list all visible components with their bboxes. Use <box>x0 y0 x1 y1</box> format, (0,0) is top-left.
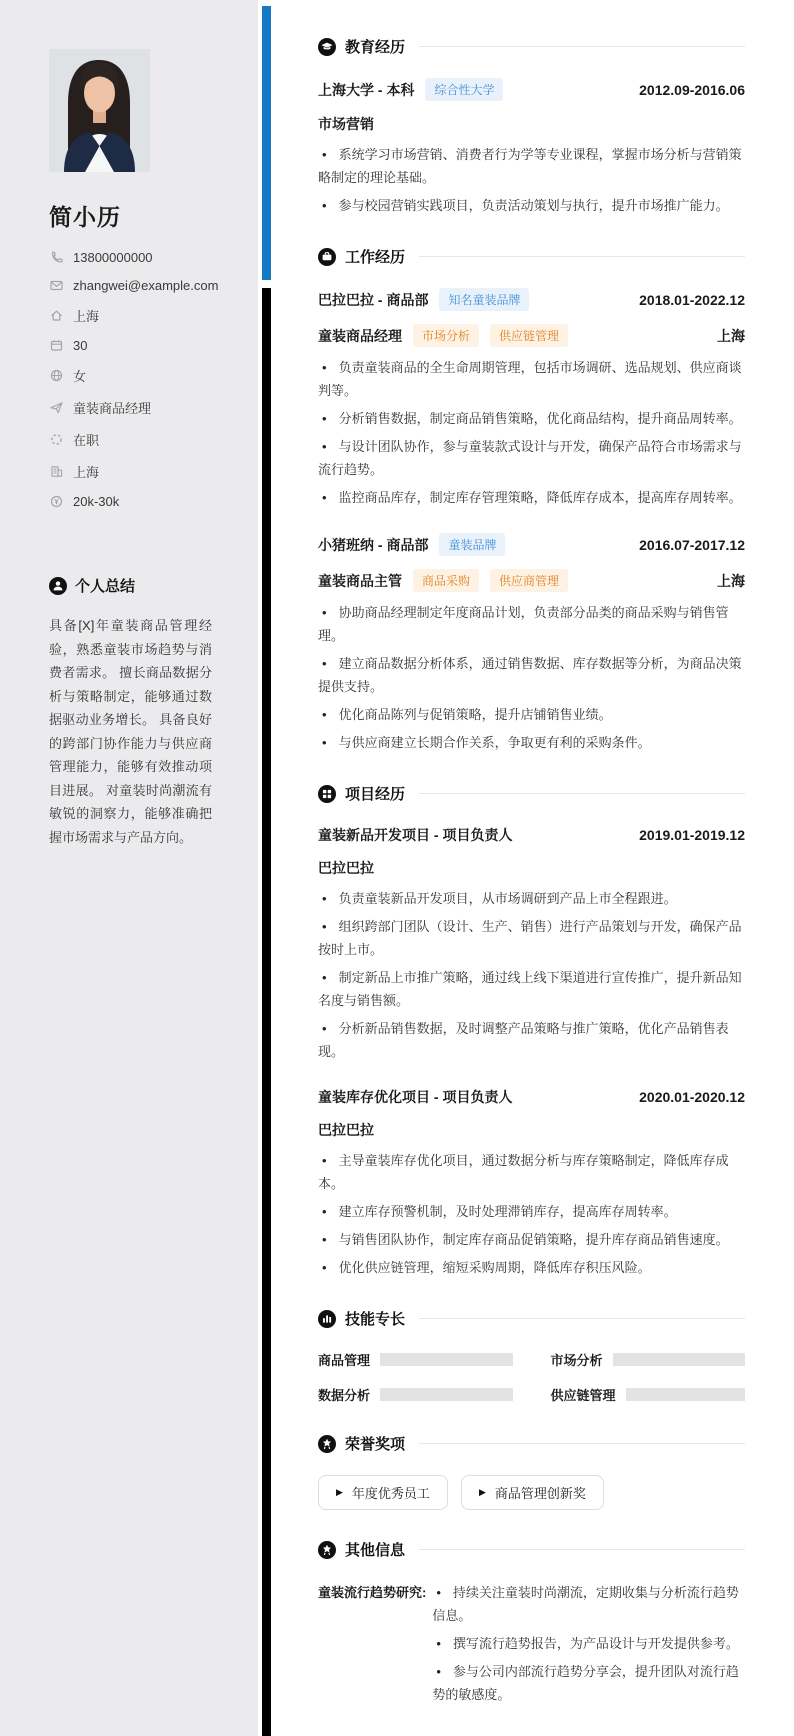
skill-grid <box>318 1350 745 1404</box>
honors-header <box>318 1433 745 1454</box>
header-rule <box>419 1549 745 1550</box>
project-entry-2 <box>318 1087 745 1279</box>
briefcase-icon <box>318 248 336 266</box>
company-tag: 知名童装品牌 <box>439 288 529 311</box>
bullet-dot: • <box>436 1636 441 1651</box>
header-rule <box>419 256 745 257</box>
bullet-dot: • <box>322 1204 327 1219</box>
skills-header <box>318 1308 745 1329</box>
status-value: 在职 <box>73 433 100 448</box>
education-entry <box>318 78 745 217</box>
work-date: 2016.07-2017.12 <box>639 536 745 553</box>
home-icon <box>49 308 64 323</box>
bullet-dot: • <box>322 411 327 426</box>
education-bullets <box>318 143 745 217</box>
skill-bar <box>613 1353 745 1366</box>
bullet-item: • 组织跨部门团队（设计、生产、销售）进行产品策划与开发，确保产品按时上市。 <box>318 915 745 961</box>
age-value: 30 <box>73 338 88 353</box>
bullet-item: • 优化供应链管理，缩短采购周期，降低库存积压风险。 <box>318 1256 745 1279</box>
bullet-dot: • <box>322 919 327 934</box>
bullet-item: • 优化商品陈列与促销策略，提升店铺销售业绩。 <box>318 703 745 726</box>
play-triangle-icon: ▶ <box>478 1487 486 1497</box>
skill-bar <box>380 1388 512 1401</box>
bullet-dot: • <box>322 360 327 375</box>
bullet-dot: • <box>322 891 327 906</box>
email-value: zhangwei@example.com <box>73 278 219 293</box>
work-entry-2 <box>318 533 745 754</box>
skills-title: 技能专长 <box>345 1311 406 1328</box>
bullet-item: • 撰写流行趋势报告，为产品设计与开发提供参考。 <box>432 1632 745 1655</box>
grid-icon <box>318 785 336 803</box>
bullet-dot: • <box>322 1153 327 1168</box>
work-header <box>318 246 745 267</box>
section-projects <box>318 783 745 1279</box>
bullet-item: • 建立商品数据分析体系，通过销售数据、库存数据等分析，为商品决策提供支持。 <box>318 652 745 698</box>
major-name: 市场营销 <box>318 116 374 132</box>
bullet-item: • 负责童装新品开发项目，从市场调研到产品上市全程跟进。 <box>318 887 745 910</box>
education-major-row <box>318 114 745 134</box>
role-name: 童装商品主管 <box>318 572 402 589</box>
project-entry-head <box>318 825 745 845</box>
bullet-item: • 与供应商建立长期合作关系，争取更有利的采购条件。 <box>318 731 745 754</box>
city-icon <box>49 464 64 479</box>
section-skills <box>318 1308 745 1404</box>
work-date: 2018.01-2022.12 <box>639 291 745 308</box>
bullet-dot: • <box>322 656 327 671</box>
medal-icon <box>318 1541 336 1559</box>
work-bullets <box>318 601 745 754</box>
location-value: 上海 <box>73 309 100 324</box>
school-name: 上海大学 - 本科 <box>318 81 415 98</box>
honor-pills <box>318 1475 745 1510</box>
other-bullets <box>432 1581 745 1706</box>
skill-label: 商品管理 <box>318 1353 371 1368</box>
skill-item <box>551 1385 746 1404</box>
bullet-item: • 持续关注童装时尚潮流，定期收集与分析流行趋势信息。 <box>432 1581 745 1627</box>
email-icon <box>49 278 64 293</box>
project-entry-1 <box>318 825 745 1063</box>
position-icon <box>49 400 64 415</box>
person-icon <box>49 577 67 595</box>
role-tag: 市场分析 <box>413 324 479 347</box>
project-date: 2019.01-2019.12 <box>639 827 745 843</box>
work-role-row <box>318 569 745 592</box>
work-entry-head <box>318 288 745 311</box>
projects-header <box>318 783 745 804</box>
bullet-dot: • <box>322 735 327 750</box>
company-tag: 童装品牌 <box>439 533 505 556</box>
contact-salary <box>49 494 212 509</box>
play-triangle-icon: ▶ <box>336 1487 343 1497</box>
sidebar <box>0 0 258 1736</box>
bullet-item: • 负责童装商品的全生命周期管理，包括市场调研、选品规划、供应商谈判等。 <box>318 356 745 402</box>
education-header <box>318 36 745 57</box>
bullet-dot: • <box>322 707 327 722</box>
summary-title: 个人总结 <box>75 578 136 595</box>
project-name: 童装库存优化项目 - 项目负责人 <box>318 1089 513 1105</box>
bullet-dot: • <box>322 490 327 505</box>
medal-icon <box>318 1435 336 1453</box>
skill-bar <box>380 1353 512 1366</box>
bullet-item: • 协助商品经理制定年度商品计划，负责部分品类的商品采购与销售管理。 <box>318 601 745 647</box>
work-location: 上海 <box>717 572 745 589</box>
project-company: 巴拉巴拉 <box>318 860 374 876</box>
section-education <box>318 36 745 217</box>
bullet-item: • 主导童装库存优化项目，通过数据分析与库存策略制定，降低库存成本。 <box>318 1149 745 1195</box>
contact-status <box>49 430 212 449</box>
project-date: 2020.01-2020.12 <box>639 1089 745 1105</box>
contact-position <box>49 398 212 417</box>
bullet-item: • 分析新品销售数据，及时调整产品策略与推广策略，优化产品销售表现。 <box>318 1017 745 1063</box>
bullet-item: • 参与校园营销实践项目，负责活动策划与执行，提升市场推广能力。 <box>318 194 745 217</box>
accent-bar-blue <box>262 6 271 280</box>
role-tag: 供应链管理 <box>490 324 568 347</box>
contact-age <box>49 338 212 353</box>
section-honors <box>318 1433 745 1510</box>
project-company-row <box>318 1120 745 1140</box>
honor-badge: ▶ 年度优秀员工 <box>318 1475 448 1510</box>
honors-title: 荣誉奖项 <box>345 1436 406 1453</box>
bullet-dot: • <box>322 1021 327 1036</box>
header-rule <box>419 1443 745 1444</box>
age-icon <box>49 338 64 353</box>
bullet-item: • 参与公司内部流行趋势分享会，提升团队对流行趋势的敏感度。 <box>432 1660 745 1706</box>
bullet-item: • 分析销售数据，制定商品销售策略，优化商品结构，提升商品周转率。 <box>318 407 745 430</box>
skill-item <box>318 1350 513 1369</box>
bullet-item: • 建立库存预警机制，及时处理滞销库存，提高库存周转率。 <box>318 1200 745 1223</box>
gender-icon <box>49 368 64 383</box>
status-icon <box>49 432 64 447</box>
skill-item <box>318 1385 513 1404</box>
skill-item <box>551 1350 746 1369</box>
contact-city <box>49 462 212 481</box>
bullet-item: • 制定新品上市推广策略，通过线上线下渠道进行宣传推广，提升新品知名度与销售额。 <box>318 966 745 1012</box>
position-value: 童装商品经理 <box>73 401 152 416</box>
role-name: 童装商品经理 <box>318 327 402 344</box>
section-other <box>318 1539 745 1706</box>
company-name: 巴拉巴拉 - 商品部 <box>318 291 429 308</box>
header-rule <box>419 1318 745 1319</box>
phone-icon <box>49 250 64 265</box>
project-entry-head <box>318 1087 745 1107</box>
education-entry-head <box>318 78 745 101</box>
bullet-item: • 与设计团队协作，参与童装款式设计与开发，确保产品符合市场需求与流行趋势。 <box>318 435 745 481</box>
header-rule <box>419 46 745 47</box>
phone-value: 13800000000 <box>73 250 153 265</box>
honor-badge: ▶ 商品管理创新奖 <box>461 1475 604 1510</box>
skill-bar <box>626 1388 745 1401</box>
bullet-item: • 系统学习市场营销、消费者行为学等专业课程，掌握市场分析与营销策略制定的理论基础。 <box>318 143 745 189</box>
bullet-dot: • <box>322 1260 327 1275</box>
bullet-dot: • <box>322 1232 327 1247</box>
role-tag: 供应商管理 <box>490 569 568 592</box>
city-value: 上海 <box>73 465 100 480</box>
project-bullets <box>318 887 745 1063</box>
project-company: 巴拉巴拉 <box>318 1122 374 1138</box>
bullet-dot: • <box>436 1585 441 1600</box>
other-title: 其他信息 <box>345 1542 406 1559</box>
bar-chart-icon <box>318 1310 336 1328</box>
summary-header <box>49 575 212 596</box>
project-name: 童装新品开发项目 - 项目负责人 <box>318 827 513 843</box>
other-row <box>318 1581 745 1706</box>
profile-photo <box>49 49 150 172</box>
graduation-cap-icon <box>318 38 336 56</box>
bullet-dot: • <box>322 198 327 213</box>
skill-label: 数据分析 <box>318 1388 371 1403</box>
bullet-dot: • <box>322 147 327 162</box>
role-tag: 商品采购 <box>413 569 479 592</box>
bullet-dot: • <box>322 439 327 454</box>
section-work <box>318 246 745 754</box>
work-role-row <box>318 324 745 347</box>
company-name: 小猪班纳 - 商品部 <box>318 536 429 553</box>
work-location: 上海 <box>717 327 745 344</box>
bullet-item: • 监控商品库存，制定库存管理策略，降低库存成本，提高库存周转率。 <box>318 486 745 509</box>
header-rule <box>419 793 745 794</box>
work-entry-1 <box>318 288 745 509</box>
salary-value: 20k-30k <box>73 494 120 509</box>
salary-icon <box>49 494 64 509</box>
project-company-row <box>318 858 745 878</box>
skill-label: 供应链管理 <box>550 1388 616 1403</box>
main-content <box>318 0 794 1736</box>
contact-gender <box>49 366 212 385</box>
other-header <box>318 1539 745 1560</box>
contact-location <box>49 306 212 325</box>
education-title: 教育经历 <box>345 39 406 56</box>
work-bullets <box>318 356 745 509</box>
bullet-dot: • <box>322 970 327 985</box>
contact-phone <box>49 250 212 265</box>
contact-email <box>49 278 219 293</box>
work-entry-head <box>318 533 745 556</box>
summary-text: 具备[X]年童装商品管理经验，熟悉童装市场趋势与消费者需求。 擅长商品数据分析与策略制定，能够通过数据驱动业务增长。 具备良好的跨部门协作能力与供应商管理能力，能够有效推动项目进展。 对童装时尚潮流有敏锐的洞察力，能够准确把握市场需求与产品方向。 <box>49 618 212 845</box>
project-bullets <box>318 1149 745 1279</box>
projects-title: 项目经历 <box>345 786 406 803</box>
skill-label: 市场分析 <box>550 1353 603 1368</box>
education-date: 2012.09-2016.06 <box>639 81 745 98</box>
gender-value: 女 <box>73 369 87 384</box>
work-title: 工作经历 <box>345 249 406 266</box>
bullet-item: • 与销售团队协作，制定库存商品促销策略，提升库存商品销售速度。 <box>318 1228 745 1251</box>
school-tag: 综合性大学 <box>425 78 503 101</box>
bullet-dot: • <box>436 1664 441 1679</box>
bullet-dot: • <box>322 605 327 620</box>
accent-bar-black <box>262 288 271 1736</box>
candidate-name: 简小历 <box>49 204 121 230</box>
other-label: 童装流行趋势研究: <box>318 1585 427 1600</box>
